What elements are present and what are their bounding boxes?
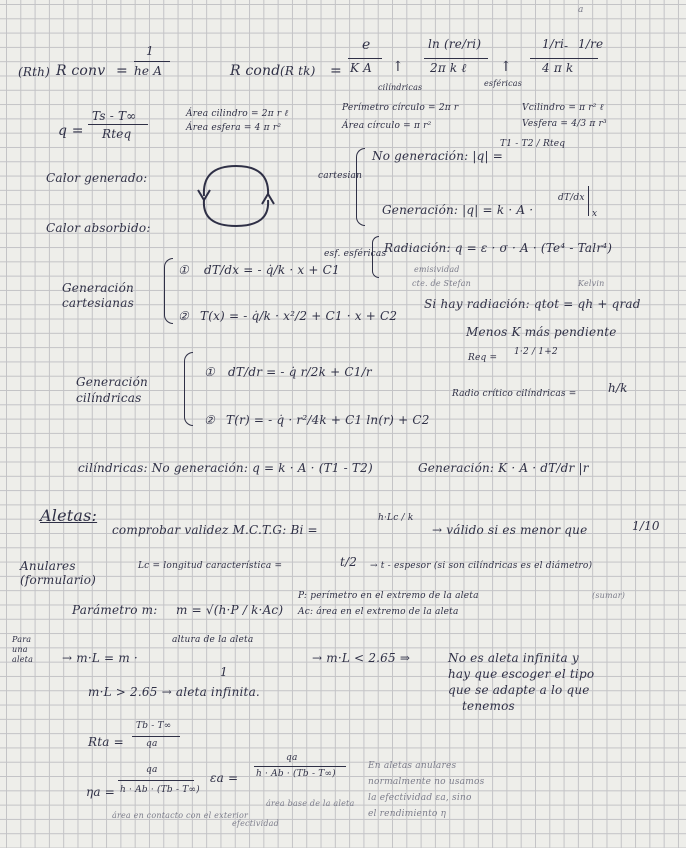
- area-cilindro: Área cilindro = 2π r ℓ: [186, 109, 289, 119]
- gen-cart-title2: cartesianas: [62, 296, 134, 310]
- esf-fraction-bar: [530, 58, 598, 59]
- perimetro-circulo: Perímetro círculo = 2π r: [342, 103, 459, 113]
- valido-si: → válido si es menor que: [432, 523, 588, 537]
- nota-anulares-1: En aletas anulares: [368, 761, 457, 771]
- rconv-fraction-bar: [134, 61, 170, 62]
- si-hay-radiacion: Si hay radiación: qtot = qh + qrad: [424, 297, 641, 311]
- menos-k: Menos K más pendiente: [466, 325, 617, 339]
- comprobar-validez: comprobar validez M.C.T.G: Bi =: [112, 523, 318, 537]
- rcond-label: R cond: [230, 63, 281, 79]
- eval-bar: [588, 186, 589, 216]
- rta-den: qa: [146, 739, 158, 749]
- esf-minus: -: [564, 39, 569, 53]
- ml-altura: altura de la aleta: [172, 635, 254, 645]
- volumen-cilindro: Vcilindro = π r² ℓ: [522, 103, 604, 113]
- bi-frac: h·Lc / k: [378, 513, 414, 523]
- gen-cil-title2: cilíndricas: [76, 391, 142, 405]
- rconv-label: R conv: [56, 63, 106, 79]
- p-def: P: perímetro en el extremo de la aleta: [298, 591, 479, 601]
- area-base-note: área base de la aleta: [266, 799, 355, 808]
- esf-num-a: 1/ri: [542, 37, 565, 51]
- tenemos: tenemos: [462, 699, 515, 713]
- no-generacion: No generación: |q| =: [372, 149, 504, 163]
- eta-fraction-bar: [118, 780, 194, 781]
- espesor-def: → t - espesor (si son cilíndricas es el diámetro): [370, 561, 593, 571]
- cil-note: cilíndricas: [378, 83, 423, 92]
- arrow-up-cil: ↑: [392, 59, 404, 75]
- no-generacion-frac: T1 - T2 / Rteq: [500, 139, 566, 149]
- req-frac: 1·2 / 1+2: [514, 347, 558, 357]
- un-decimo: 1/10: [632, 519, 660, 533]
- gen-cil-n2: ②: [204, 413, 215, 427]
- rta-label: Rta =: [88, 735, 124, 749]
- parametro-m: Parámetro m:: [72, 603, 158, 617]
- gen-cil-eq2: T(r) = - q̇ · r²/4k + C1 ln(r) + C2: [226, 413, 430, 427]
- eps-den: h · Ab · (Tb - T∞): [256, 769, 336, 779]
- rcond-den: K A: [350, 61, 373, 75]
- q-den: Rteq: [102, 127, 132, 141]
- calor-brace: [356, 148, 365, 226]
- ml-one: 1: [220, 665, 228, 679]
- gen-cart-title1: Generación: [62, 281, 134, 295]
- generacion-frac: dT/dx: [558, 193, 585, 203]
- rad-esfericas-label: esf. esféricas: [324, 249, 387, 259]
- aleta-label: aleta: [12, 655, 34, 664]
- ac-def: Ac: área en el extremo de la aleta: [298, 607, 459, 617]
- area-contacto-note: área en contacto con el exterior: [112, 811, 249, 820]
- ml-gt: m·L > 2.65 → aleta infinita.: [88, 685, 260, 699]
- cil-den: 2π k ℓ: [430, 61, 467, 75]
- generacion-x: x: [592, 209, 598, 219]
- cil-gen: Generación: K · A · dT/dr |r: [418, 461, 589, 475]
- gen-cart-brace: [164, 258, 173, 324]
- gen-cil-n1: ①: [204, 365, 215, 379]
- rad-brace: [372, 236, 379, 278]
- gen-cil-eq1: dT/dr = - q̇ r/2k + C1/r: [228, 365, 372, 379]
- aletas-title: Aletas:: [40, 506, 98, 525]
- req-label: Req =: [468, 353, 498, 363]
- area-esfera: Área esfera = 4 π r²: [186, 123, 282, 133]
- arrow-up-esf: ↑: [500, 59, 512, 75]
- lc-def: Lc = longitud característica =: [138, 561, 283, 571]
- adapte: que se adapte a lo que: [448, 683, 590, 697]
- gen-cart-eq2: T(x) = - q̇/k · x²/2 + C1 · x + C2: [200, 309, 398, 323]
- eta-label: ηa =: [86, 785, 116, 799]
- calor-generado: Calor generado:: [46, 171, 148, 185]
- p-def-note: (sumar): [592, 591, 626, 600]
- q-label: q =: [58, 123, 84, 139]
- cil-fraction-bar: [424, 58, 488, 59]
- volumen-esfera: Vesfera = 4/3 π r³: [522, 119, 607, 129]
- efectividad-note: efectividad: [232, 819, 279, 828]
- eps-label: εa =: [210, 771, 239, 785]
- eta-den: h · Ab · (Tb - T∞): [120, 785, 200, 795]
- nota-anulares-3: la efectividad εa, sino: [368, 793, 472, 803]
- rconv-num: 1: [146, 44, 154, 58]
- q-num: Ts - T∞: [92, 109, 137, 123]
- q-fraction-bar: [88, 124, 148, 125]
- esf-num-b: 1/re: [578, 37, 604, 51]
- gen-cil-title1: Generación: [76, 375, 148, 389]
- radio-critico-hk: h/k: [608, 381, 628, 395]
- nota-anulares-4: el rendimiento η: [368, 809, 447, 819]
- no-infinita: No es aleta infinita y: [448, 651, 579, 665]
- generacion: Generación: |q| = k · A ·: [382, 203, 534, 217]
- formulario-label: (formulario): [20, 573, 97, 587]
- rcond-num: e: [362, 37, 371, 53]
- calor-absorbido: Calor absorbido:: [46, 221, 151, 235]
- rtk-label: (R tk): [280, 64, 316, 78]
- eps-num: qa: [286, 753, 298, 763]
- gen-cart-n2: ②: [178, 309, 189, 323]
- stefan-note: cte. de Stefan: [412, 279, 472, 288]
- eta-num: qa: [146, 765, 158, 775]
- rconv-eq: =: [116, 63, 128, 79]
- rth-label: (Rth): [18, 65, 50, 79]
- rta-fraction-bar: [132, 736, 180, 737]
- gen-cart-eq1: dT/dx = - q̇/k · x + C1: [204, 263, 340, 277]
- eps-fraction-bar: [254, 766, 346, 767]
- escoger-tipo: hay que escoger el tipo: [448, 667, 595, 681]
- emisividad-note: emisividad: [414, 265, 460, 274]
- rcond-fraction-bar: [348, 58, 382, 59]
- para-label: Para: [12, 635, 32, 644]
- rta-num: Tb - T∞: [136, 721, 172, 731]
- area-circulo: Área círculo = π r²: [342, 121, 432, 131]
- rconv-den: he A: [134, 64, 163, 78]
- cil-no-gen: cilíndricas: No generación: q = k · A · (T1 - T2): [78, 461, 373, 475]
- gen-cil-brace: [184, 352, 193, 426]
- gen-cart-n1: ①: [178, 263, 189, 277]
- cil-num: ln (re/ri): [428, 37, 482, 51]
- radio-critico: Radio crítico cilíndricas =: [452, 389, 577, 399]
- kelvin-note: Kelvin: [578, 279, 605, 288]
- lc-t2: t/2: [340, 555, 358, 569]
- heat-flow-arrows-icon: [196, 160, 276, 230]
- esf-note: esféricas: [484, 79, 523, 88]
- una-label: una: [12, 645, 28, 654]
- ml-eq: → m·L = m ·: [62, 651, 138, 665]
- corner-mark: a: [578, 5, 584, 15]
- rcond-eq: =: [330, 63, 342, 79]
- m-eq: m = √(h·P / k·Ac): [176, 603, 284, 617]
- cartesian-label: cartesian: [318, 171, 363, 181]
- esf-den: 4 π k: [542, 61, 574, 75]
- nota-anulares-2: normalmente no usamos: [368, 777, 485, 787]
- ml-lt: → m·L < 2.65 ⇒: [312, 651, 411, 665]
- radiacion-formula: Radiación: q = ε · σ · A · (Te⁴ - Talr⁴): [384, 241, 613, 255]
- anulares-label: Anulares: [20, 559, 76, 573]
